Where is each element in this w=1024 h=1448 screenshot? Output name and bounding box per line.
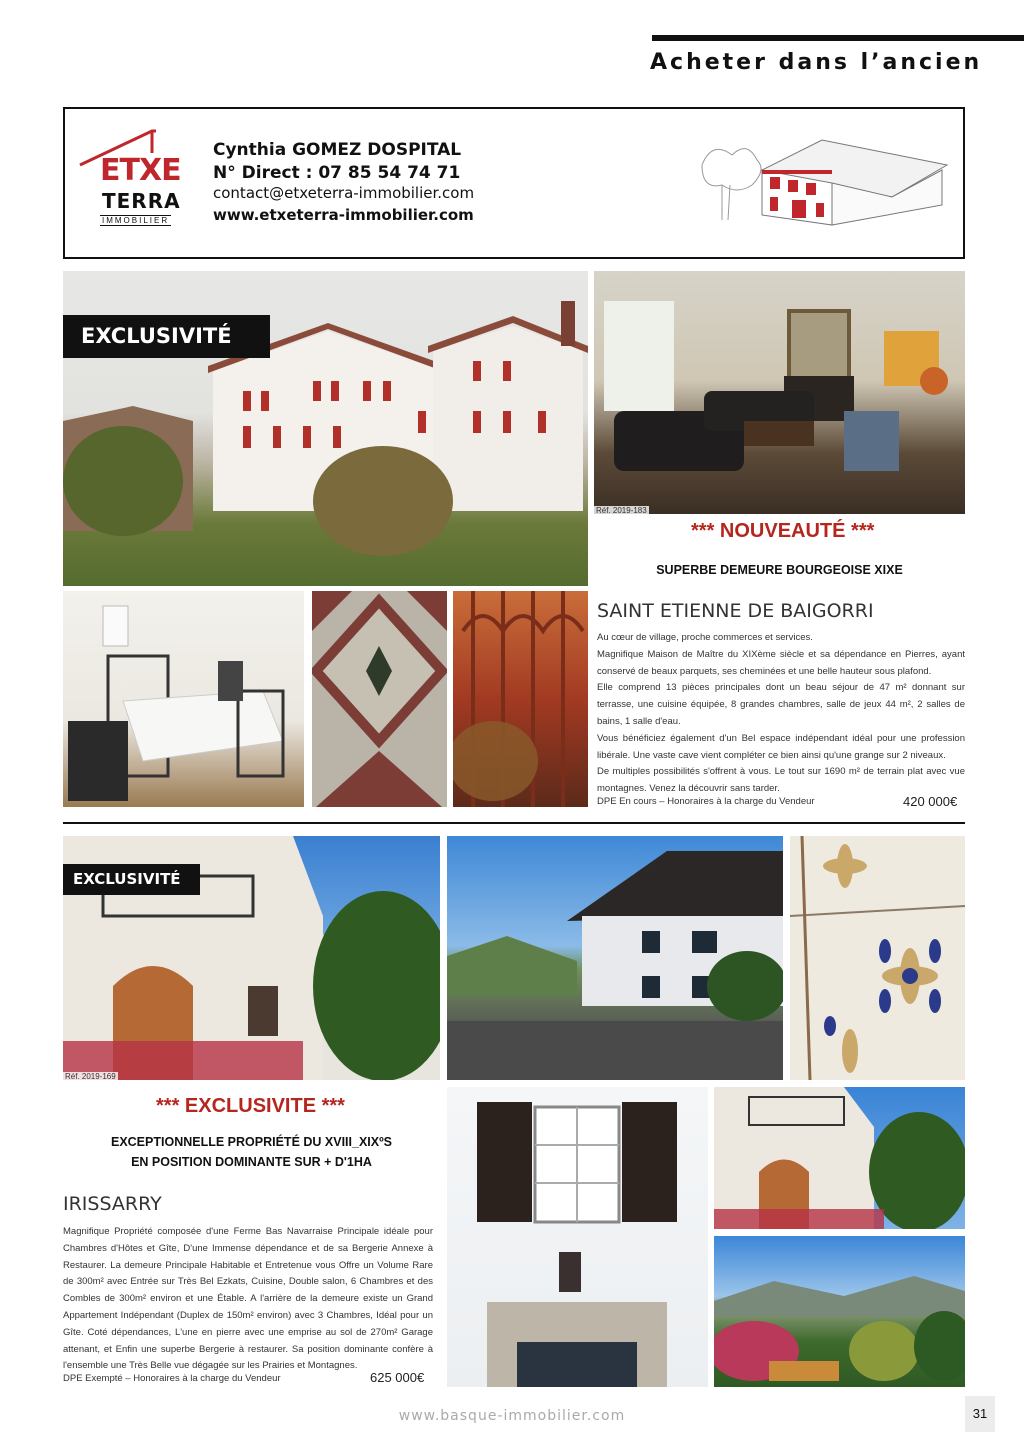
listing2-mountain-view-photo[interactable] [714, 1236, 965, 1387]
listing1-subhead: SUPERBE DEMEURE BOURGEOISE XIXE [656, 563, 903, 577]
listing1-price: 420 000€ [903, 794, 958, 809]
listing2-reference: Réf. 2019-169 [65, 1072, 116, 1081]
agent-website[interactable]: www.etxeterra-immobilier.com [213, 206, 474, 224]
agent-phone[interactable]: N° Direct : 07 85 54 74 71 [213, 163, 461, 183]
farmhouse-sketch-illustration [682, 125, 952, 235]
header-rule [652, 35, 1024, 41]
listing2-balcony-photo[interactable] [714, 1087, 965, 1229]
logo-immobilier-text: IMMOBILIER [102, 216, 170, 225]
listing2-dpe: DPE Exempté – Honoraires à la charge du Vendeur [63, 1373, 281, 1384]
listing1-description-line: De multiples possibilités s'offrent à vous. Le tout sur 1690 m² de terrain plat avec vue montagnes. Venez la découvrir sans tarder. [597, 766, 965, 795]
listing1-dpe: DPE En cours – Honoraires à la charge du Vendeur [597, 796, 815, 807]
listing2-city: IRISSARRY [63, 1193, 162, 1215]
living-room-illustration [594, 271, 965, 514]
agent-email[interactable]: contact@etxeterra-immobilier.com [213, 184, 475, 202]
window-illustration [447, 1087, 708, 1387]
listing-divider [63, 822, 965, 824]
listing1-description-line: Au cœur de village, proche commerces et services. [597, 632, 813, 643]
landscape-illustration [714, 1236, 965, 1387]
footer-website[interactable]: www.basque-immobilier.com [398, 1408, 626, 1424]
listing1-city: SAINT ETIENNE DE BAIGORRI [597, 600, 874, 622]
listing1-iron-gate-photo[interactable] [453, 591, 588, 807]
listing1-description-line: Magnifique Maison de Maître du XIXème siècle et sa dépendance en Pierres, ayant conservé de beaux parquets, ses cheminées et une belle hauteur sous plafond. [597, 648, 965, 677]
listing1-headline: *** NOUVEAUTÉ *** [691, 520, 875, 542]
gate-illustration [453, 591, 588, 807]
listing1-exclusivite-badge: EXCLUSIVITÉ [63, 315, 270, 358]
listing1-bedroom-photo[interactable] [63, 591, 304, 807]
logo-etxe-text: ETXE [100, 153, 181, 188]
page-number: 31 [965, 1396, 995, 1432]
bedroom-illustration [63, 591, 304, 807]
listing2-farmhouse-view-photo[interactable] [447, 836, 783, 1080]
floor-tile-illustration [312, 591, 447, 807]
listing2-headline: *** EXCLUSIVITE *** [156, 1095, 345, 1117]
listing2-subhead-line2: EN POSITION DOMINANTE SUR + D'1HA [131, 1155, 372, 1169]
listing2-exclusivite-badge: EXCLUSIVITÉ [63, 864, 200, 895]
listing1-description-line: Vous bénéficiez également d'un Bel espace indépendant idéal pour une profession libérale. Une vaste cave vient compléter ce bien ainsi qu'une grange sur 2 niveaux. [597, 732, 965, 761]
listing2-price: 625 000€ [370, 1370, 425, 1385]
farmhouse-illustration [447, 836, 783, 1080]
listing2-window-shutters-photo[interactable] [447, 1087, 708, 1387]
tile-pattern-illustration [790, 836, 965, 1080]
etxeterra-logo [78, 127, 190, 231]
section-title: Acheter dans l’ancien [650, 50, 983, 75]
balcony-illustration [714, 1087, 965, 1229]
listing2-tiles-photo[interactable] [790, 836, 965, 1080]
agent-name: Cynthia GOMEZ DOSPITAL [213, 140, 462, 160]
listing1-reference: Réf. 2019-183 [596, 506, 647, 515]
listing1-description-line: Elle comprend 13 pièces principales dont un beau séjour de 47 m² donnant sur terrasse, une cuisine équipée, 8 grandes chambres, salle de jeux 44 m², 2 salles de bains, 1 salle d'eau. [597, 682, 965, 727]
listing1-terrazzo-floor-photo[interactable] [312, 591, 447, 807]
listing2-subhead-line1: EXCEPTIONNELLE PROPRIÉTÉ DU XVIII_XIXºS [110, 1135, 392, 1149]
logo-terra-text: TERRA [102, 189, 181, 213]
listing1-description [597, 630, 965, 798]
listing2-description: Magnifique Propriété composée d'une Ferme Bas Navarraise Principale idéale pour Chambres d'Hôtes et Gîte, D'une Immense dépendance et de sa Bergerie Annexe à Restaurer. La demeure Principale Habitable et Entretenue vous Offre un Volume Rare de 300m² avec Entrée sur Très Bel Ezkats, Cuisine, Double salon, 6 Chambres et des Combles de 300m² environ et une Étable. A l'arrière de la demeure existe un Grand Appartement Indépendant (Duplex de 150m² environ) avec 3 Chambres, Idéal pour un Gîte. Coté dépendances, L'une en pierre avec une emprise au sol de 270m² Garage attenant, et Enfin une superbe Bergerie à restaurer. Sa position dominante confère à l'ensemble une Très Belle vue dégagée sur les Prairies et Montagnes. [63, 1226, 433, 1372]
listing1-living-room-photo[interactable] [594, 271, 965, 514]
